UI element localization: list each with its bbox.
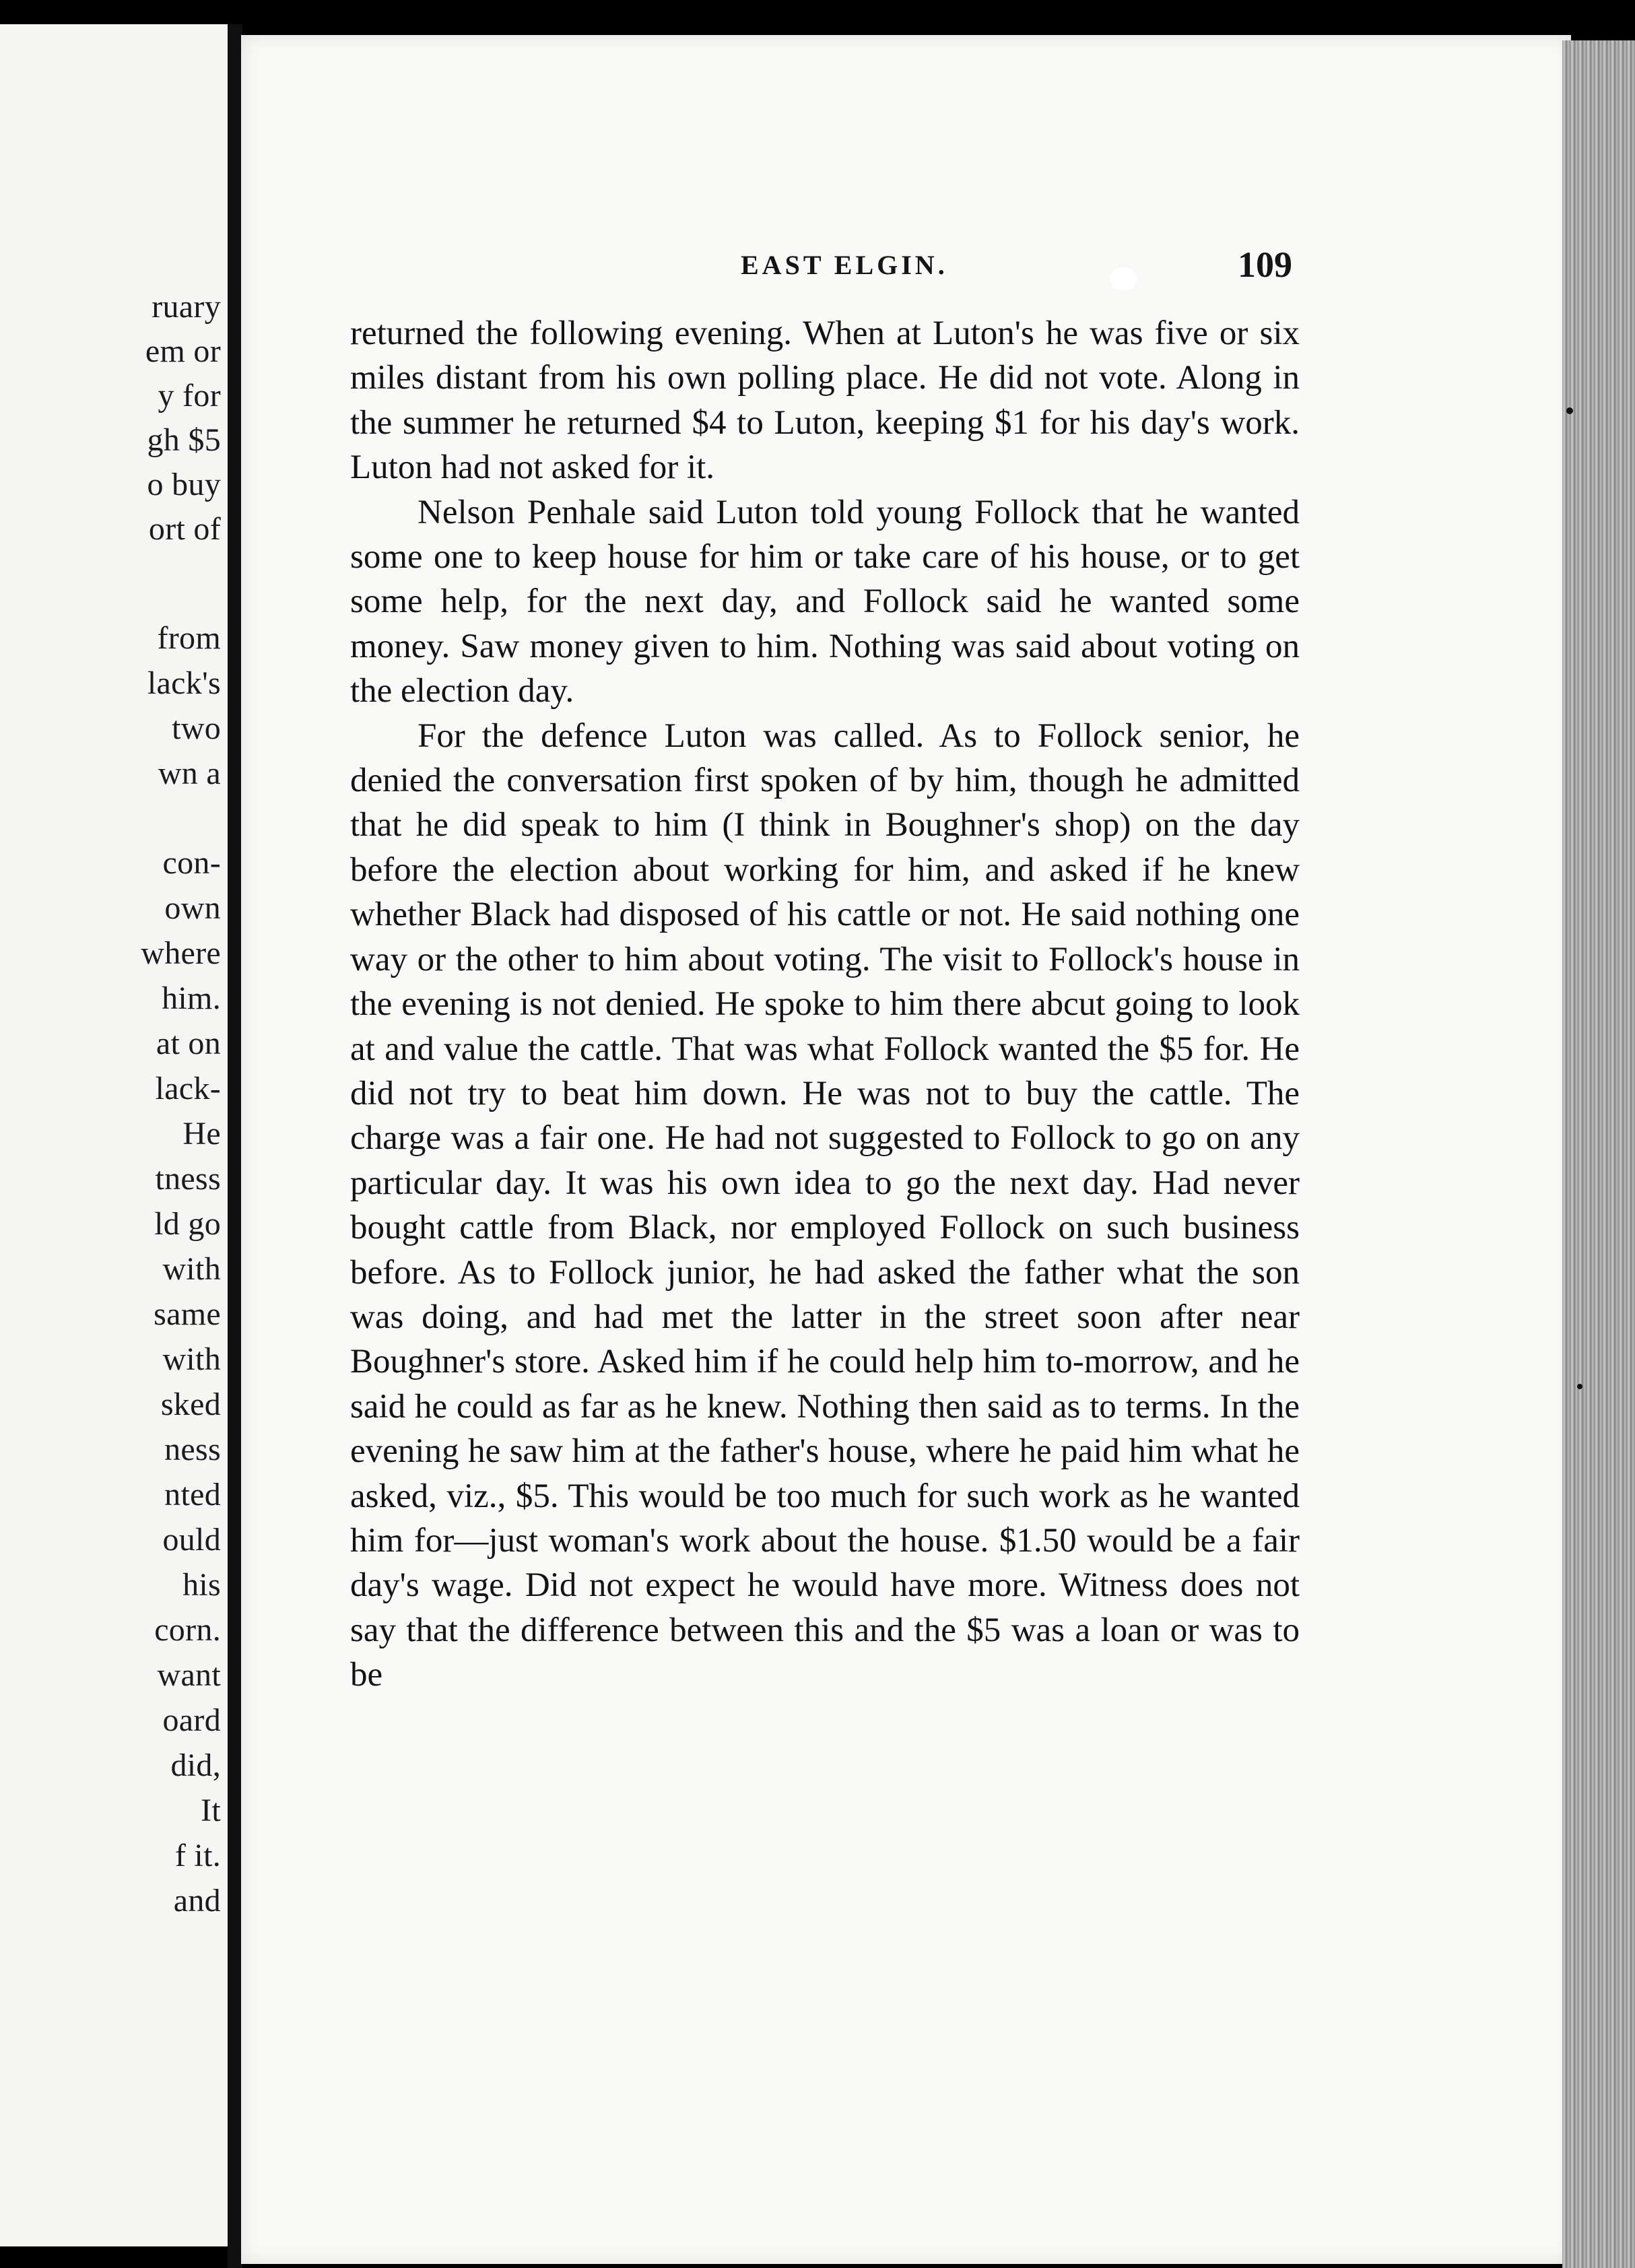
facing-page-line: lack- <box>155 1071 221 1106</box>
facing-page-line: em or <box>145 333 221 369</box>
facing-page-line: tness <box>155 1161 221 1197</box>
edge-mark <box>1577 1384 1582 1389</box>
facing-page-fragment <box>0 24 229 2246</box>
facing-page-line: ruary <box>152 289 221 325</box>
facing-page-line: wn a <box>158 756 221 791</box>
facing-page-line: ould <box>162 1522 221 1558</box>
running-head: EAST ELGIN. <box>741 250 948 280</box>
facing-page-line: f it. <box>174 1838 221 1873</box>
page-fore-edge <box>1562 40 1635 2268</box>
facing-page-line: with <box>162 1341 221 1377</box>
paragraph: For the defence Luton was called. As to Follock senior, he denied the conversation first spoken of by him, though he admitted that he did speak to him (I think in Boughner's shop) on the day before the election about working for him, and asked if he knew whether Black had disposed of his cattle or not. He said nothing one way or the other to him about voting. The visit to Follock's house in the evening is not denied. He spoke to him there abcut going to look at and value the cattle. That was what Follock wanted the $5 for. He did not try to beat him down. He was not to buy the cattle. The charge was a fair one. He had not suggested to Follock to go on any particular day. It was his own idea to go the next day. Had never bought cattle from Black, nor employed Follock on such business before. As to Follock junior, he had asked the father what the son was doing, and had met the latter in the street soon after near Boughner's store. Asked him if he could help him to-morrow, and he said he could as far as he knew. Nothing then said as to terms. In the evening he saw him at the father's house, where he paid him what he asked, viz., $5. This would be too much for such work as he wanted him for—just woman's work about the house. $1.50 would be a fair day's wage. Did not expect he would have more. Witness does not say that the difference between this and the $5 was a loan or was to be <box>350 716 1300 1694</box>
facing-page-line: did, <box>170 1747 221 1783</box>
ink-speck <box>1110 267 1137 290</box>
facing-page-line: at on <box>156 1026 221 1061</box>
edge-mark <box>1566 407 1573 414</box>
scan-border-top <box>0 0 1635 32</box>
facing-page-line: own <box>164 890 221 926</box>
body-text <box>350 311 1300 1698</box>
facing-page-line: with <box>162 1251 221 1287</box>
facing-page-line: where <box>141 935 221 971</box>
facing-page-line: his <box>182 1567 221 1603</box>
facing-page-line: He <box>182 1116 221 1152</box>
facing-page-line: It <box>201 1793 221 1828</box>
facing-page-line: y for <box>158 378 221 413</box>
paragraph: returned the following evening. When at Luton's he was five or six miles distant from his own polling place. He did not vote. Along in the summer he returned $4 to Luton, keeping $1 for his day's work. Luton had not asked for it. <box>350 314 1300 487</box>
facing-page-line: same <box>154 1296 221 1332</box>
facing-page-line: want <box>157 1657 221 1693</box>
facing-page-line: ort of <box>148 511 221 547</box>
facing-page-line: gh $5 <box>147 422 221 458</box>
facing-page-line: sked <box>160 1387 221 1422</box>
book-gutter <box>228 24 242 2268</box>
facing-page-line: and <box>173 1883 221 1919</box>
facing-page-line: oard <box>162 1702 221 1738</box>
facing-page-line: ness <box>164 1432 221 1467</box>
facing-page-line: two <box>172 710 221 746</box>
page-number: 109 <box>1238 244 1292 285</box>
facing-page-line: nted <box>164 1477 221 1512</box>
facing-page-line: from <box>157 620 221 656</box>
paragraph: Nelson Penhale said Luton told young Follock that he wanted some one to keep house for him or take care of his house, or to get some help, for the next day, and Follock said he wanted some money. Saw money given to him. Nothing was said about voting on the election day. <box>350 493 1300 710</box>
facing-page-line: ld go <box>154 1206 221 1242</box>
facing-page-line: o buy <box>147 467 221 502</box>
facing-page-line: corn. <box>154 1612 221 1648</box>
facing-page-line: him. <box>162 980 221 1016</box>
facing-page-line: con- <box>162 845 221 881</box>
facing-page-line: lack's <box>147 665 221 701</box>
